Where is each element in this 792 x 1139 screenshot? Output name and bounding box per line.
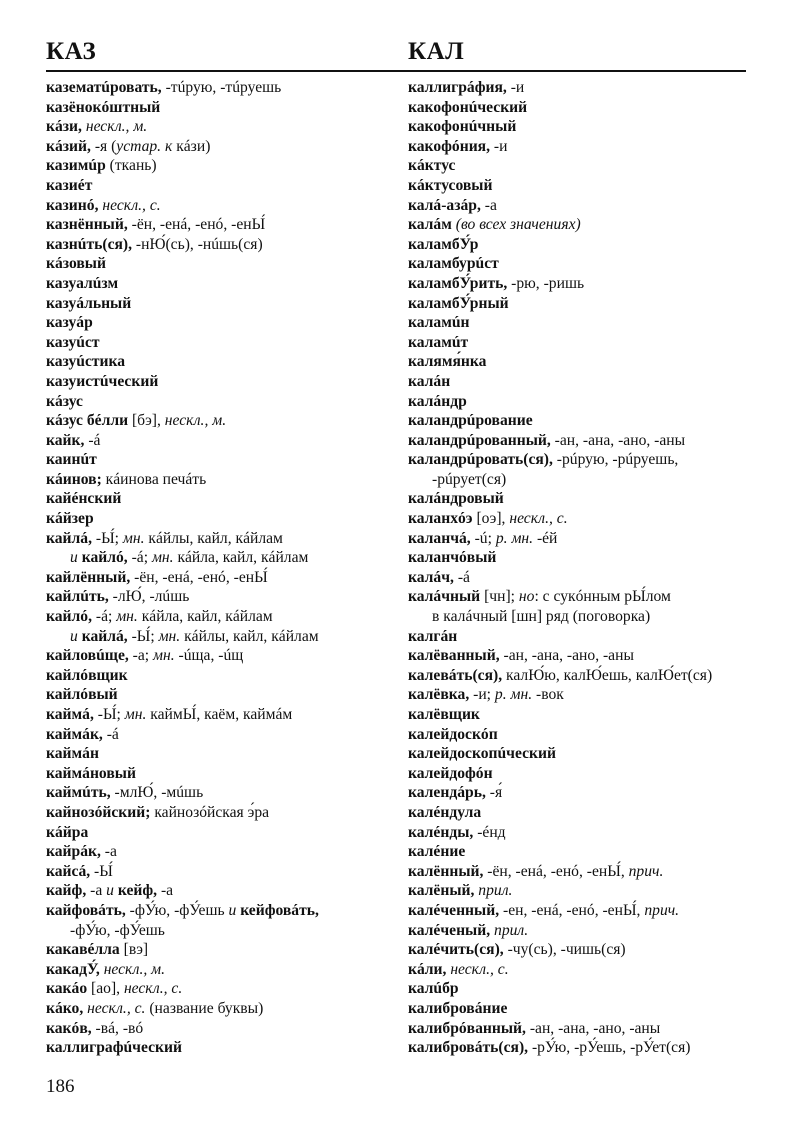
dictionary-entry [408,823,753,843]
headword: калибрóванный, [408,1019,530,1037]
entry-text: (ткань) [109,157,157,175]
entry-text: -и [493,137,508,155]
grammar-note: устар. к [116,137,177,155]
entry-text: кáйла, кайл, кáйлам [177,549,309,567]
dictionary-entry [408,254,753,274]
dictionary-entry [46,783,398,803]
headword: какофонúчный [408,118,517,136]
entry-text: -нЮ́(сь), -нúшь(ся) [135,235,263,253]
dictionary-entry [408,999,753,1019]
headword: кайк, [46,431,89,449]
dictionary-entry [46,646,398,666]
grammar-note: мн. [122,529,149,547]
dictionary-entry [46,842,398,862]
dictionary-entry [46,78,398,98]
entry-text: кáйлы, кайл, кáйлам [148,529,283,547]
dictionary-entry [46,1038,398,1058]
dictionary-entry [46,568,398,588]
dictionary-entry [408,137,753,157]
dictionary-entry [408,705,753,725]
dictionary-entry [46,313,398,333]
dictionary-entry [408,725,753,745]
page-header [46,38,746,70]
dictionary-entry [408,587,753,607]
grammar-note: прил. [494,921,529,939]
headword: какáо [46,980,92,998]
entry-text: -ен, -енá, -енó, -енЫ́, [503,901,645,919]
headword: казимúр [46,157,110,175]
headword: какавéлла [46,941,124,959]
dictionary-entry [46,274,398,294]
grammar-note: нескл., с. [123,980,183,998]
dictionary-entry [408,392,753,412]
dictionary-entry [46,685,398,705]
entry-text: -Ы́; [95,529,123,547]
entry-text: -а [160,882,174,900]
entry-text: -млЮ́, -мúшь [114,784,204,802]
headword: калгáн [408,627,458,645]
grammar-note: и [228,901,241,919]
headword: каландрúрованный, [408,431,555,449]
entry-text: -чу(сь), -чишь(ся) [507,941,626,959]
dictionary-entry [408,176,753,196]
dictionary-entry [408,666,753,686]
headword: казематúровать, [46,79,166,96]
headword: каймá, [46,706,98,723]
running-head-left: КАЗ [46,38,97,65]
entry-text: [бэ], [131,412,165,430]
dictionary-entry [408,607,753,627]
headword: казнúть(ся), [46,235,136,253]
entry-text: калЮ́ю, калЮ́ешь, калЮ́ет(ся) [506,666,713,684]
headword: калáндр [408,392,467,410]
left-column [46,78,398,1058]
dictionary-entry [46,862,398,882]
dictionary-entry [408,842,753,862]
dictionary-entry [408,470,753,490]
entry-text: -лЮ́, -лúшь [112,588,190,606]
headword: каламбУ́рить, [408,274,512,292]
entry-text: -рУ́ю, -рУ́ешь, -рУ́ет(ся) [531,1039,691,1057]
grammar-note: нескл., с. [509,510,568,528]
dictionary-entry [46,392,398,412]
dictionary-entry [46,529,398,549]
headword: казуáр [46,314,93,332]
grammar-note: мн. [158,627,185,645]
dictionary-entry [46,215,398,235]
dictionary-entry [408,881,753,901]
entry-text: -а [104,843,117,861]
entry-text: : с сукóнным рЫ́лом [534,588,671,606]
dictionary-entry [46,509,398,529]
dictionary-entry [46,352,398,372]
grammar-note: и [106,882,118,900]
headword: каламбурúст [408,255,499,273]
entry-text: -ён, -енá, -енó, -енЫ́ [131,216,266,234]
dictionary-entry [46,294,398,314]
headword: калáн [408,372,451,390]
entry-text: -рúрую, -рúруешь, [556,451,679,469]
headword: калéчить(ся), [408,941,508,959]
headword: кáзус бéлли [46,412,132,430]
entry-text: [ао], [91,980,124,998]
headword: каланхóэ [408,510,477,528]
entry-text: -а [484,196,497,214]
running-head-right: КАЛ [408,38,465,65]
entry-text: -á [457,568,470,586]
headword: калейдофóн [408,764,493,782]
entry-text: -ён, -енá, -енó, -енЫ́ [134,568,268,586]
entry-text: -и; [473,686,495,704]
headword: кайловúще, [46,647,133,665]
entry-text: -ú; [474,529,496,547]
entry-text: кайнозóйская э́ра [154,803,270,821]
headword: кáзи, [46,118,86,136]
grammar-note: мн. [153,647,179,665]
headword: калéнды, [408,823,478,841]
grammar-note: мн. [151,549,178,567]
grammar-note: нескл., с. [450,960,509,978]
dictionary-entry [408,98,753,118]
headword: казнённый, [46,216,132,234]
headword: калейдоскóп [408,725,498,743]
dictionary-entry [408,646,753,666]
dictionary-entry [408,274,753,294]
headword: кáзий, [46,137,95,155]
grammar-note: мн. [116,608,142,626]
dictionary-entry [408,294,753,314]
dictionary-entry [46,254,398,274]
grammar-note: мн. [124,706,151,723]
headword: калибровáть(ся), [408,1039,532,1057]
headword: кайéнский [46,490,122,508]
entry-text: -рю, -ришь [511,274,585,292]
headword: калённый, [408,862,488,880]
entry-text: -а [90,882,107,900]
headword: кáинов; [46,470,106,488]
headword: каймáн [46,745,99,763]
headword: кайлó, [46,608,96,626]
headword: кáктусовый [408,176,493,194]
dictionary-entry [408,529,753,549]
headword: кейфовáть, [240,901,319,919]
dictionary-entry [408,1038,753,1058]
dictionary-entry [46,470,398,490]
dictionary-entry [46,117,398,137]
headword: казуáльный [46,294,132,312]
header-rule [46,70,746,72]
dictionary-entry [46,627,398,647]
grammar-note: нескл., м. [103,960,166,978]
entry-text: (название буквы) [149,999,264,1017]
grammar-note: р. мн. [494,686,536,704]
headword: казуалúзм [46,274,119,292]
headword: калёвка, [408,686,474,704]
dictionary-entry [408,156,753,176]
dictionary-entry [408,489,753,509]
dictionary-entry [46,901,398,921]
entry-text: -я́ [489,784,503,802]
dictionary-entry [46,823,398,843]
dictionary-entry [408,783,753,803]
dictionary-entry [408,78,753,98]
headword: казинó, [46,196,103,214]
dictionary-entry [46,764,398,784]
dictionary-entry [408,196,753,216]
dictionary-entry [46,921,398,941]
dictionary-entry [46,705,398,725]
headword: кайлóвый [46,686,118,704]
dictionary-entry [408,901,753,921]
dictionary-entry [408,627,753,647]
headword: калáм [408,216,456,234]
right-column [408,78,753,1058]
headword: каланчá, [408,529,475,547]
entry-text: -ан, -ана, -ано, -аны [503,647,634,665]
entry-text: -á [88,431,101,449]
headword: кайфовáть, [46,901,130,919]
headword: каламúн [408,314,470,332]
headword: кáко, [46,999,88,1017]
dictionary-entry [46,156,398,176]
headword: кайсá, [46,862,95,880]
entry-text: кáйлы, кайл, кáйлам [184,627,319,645]
grammar-note: и [70,627,82,645]
grammar-note: нескл., м. [85,118,148,136]
dictionary-entry [408,803,753,823]
dictionary-entry [408,411,753,431]
entry-text: в калáчный [шн] ряд (поговорка) [432,608,651,626]
grammar-note: (во всех значениях) [455,216,581,234]
dictionary-entry [408,372,753,392]
entry-text: -Ы́; [131,627,159,645]
grammar-note: прич. [628,862,664,880]
entry-text: -á [106,725,119,743]
headword: кайлóвщик [46,666,128,684]
headword: кáктус [408,157,456,175]
headword: какофóния, [408,137,494,155]
dictionary-entry [408,548,753,568]
headword: калéндула [408,803,482,821]
grammar-note: нескл., с. [87,999,150,1017]
dictionary-entry [46,333,398,353]
headword: калёвщик [408,706,480,723]
headword: каландрúрование [408,412,533,430]
dictionary-entry [46,960,398,980]
grammar-note: нескл., с. [102,196,161,214]
dictionary-entry [408,117,753,137]
headword: каламбУ́рный [408,294,509,312]
entry-text: [оэ], [476,510,510,528]
headword: каламбУ́р [408,235,479,253]
dictionary-entry [46,235,398,255]
dictionary-entry [46,1019,398,1039]
entry-text: -ён, -енá, -енó, -енЫ́, [487,862,629,880]
headword: какóв, [46,1019,96,1037]
headword: каймúть, [46,784,115,802]
dictionary-entry [408,685,753,705]
entry-text: -вá, -вó [95,1019,144,1037]
dictionary-entry [408,235,753,255]
entry-text: -фУ́ю, -фУ́ешь [129,901,229,919]
headword: кайф, [46,882,91,900]
headword: калейдоскопúческий [408,745,556,763]
dictionary-entry [408,921,753,941]
entry-text: -á; [131,549,152,567]
dictionary-entry [408,862,753,882]
grammar-note: прил. [478,882,513,900]
entry-text: -ан, -ана, -ано, -аны [554,431,686,449]
headword: казуúст [46,333,100,351]
dictionary-entry [408,352,753,372]
grammar-note: и [70,549,82,567]
headword: каландрúровать(ся), [408,451,557,469]
headword: калёный, [408,882,479,900]
headword: календáрь, [408,784,490,802]
headword: калёванный, [408,647,504,665]
dictionary-entry [408,333,753,353]
entry-text: -á; [95,608,117,626]
dictionary-entry [46,548,398,568]
entry-text: -рúрует(ся) [432,470,507,488]
entry-text: [вэ] [123,941,149,959]
headword: кейф, [117,882,161,900]
headword: кáзус [46,392,83,410]
headword: какофонúческий [408,98,528,116]
headword: кáзовый [46,255,106,273]
headword: кайлá, [46,529,96,547]
dictionary-entry [46,489,398,509]
headword: казуúстика [46,353,126,371]
dictionary-entry [408,744,753,764]
entry-text: -вок [536,686,564,704]
dictionary-entry [46,881,398,901]
headword: калéченный, [408,901,503,919]
entry-text: каймЫ́, каём, каймáм [150,706,293,723]
dictionary-entry [46,725,398,745]
entry-text: кáйла, кайл, кáйлам [141,608,273,626]
headword: кáйзер [46,510,94,528]
entry-text: -и [510,79,525,96]
dictionary-entry [408,960,753,980]
headword: каллигрáфия, [408,79,511,96]
headword: какадУ́, [46,960,104,978]
headword: кайлá, [81,627,132,645]
headword: кайнозóйский; [46,803,155,821]
dictionary-entry [46,372,398,392]
headword: калибровáние [408,999,508,1017]
entry-text: -éнд [477,823,506,841]
grammar-note: р. мн. [495,529,537,547]
headword: кáйра [46,823,89,841]
dictionary-entry [46,137,398,157]
dictionary-entry [46,999,398,1019]
grammar-note: но [518,588,535,606]
dictionary-entry [408,1019,753,1039]
dictionary-entry [408,940,753,960]
dictionary-entry [46,803,398,823]
headword: казёнокóштный [46,98,161,116]
headword: каинúт [46,451,97,469]
dictionary-entry [408,568,753,588]
headword: калевáть(ся), [408,666,507,684]
entry-text: -тúрую, -тúруешь [165,79,282,96]
dictionary-entry [46,196,398,216]
dictionary-entry [408,450,753,470]
dictionary-entry [46,666,398,686]
entry-text: -я ( [94,137,117,155]
dictionary-entry [46,607,398,627]
headword: калямя́нка [408,353,487,371]
headword: калá-азáр, [408,196,485,214]
entry-text: -фУ́ю, -фУ́ешь [70,921,165,939]
entry-text: -úща, -úщ [178,647,244,665]
headword: кайлённый, [46,568,135,586]
dictionary-entry [46,979,398,999]
headword: каймáк, [46,725,107,743]
grammar-note: нескл., м. [164,412,227,430]
entry-text: -а; [132,647,154,665]
headword: кайрáк, [46,843,105,861]
headword: каллиграфúческий [46,1039,182,1057]
dictionary-entry [46,98,398,118]
entry-text: [чн]; [484,588,519,606]
headword: казуистúческий [46,372,159,390]
grammar-note: прич. [644,901,680,919]
entry-text: кáзи) [176,137,211,155]
dictionary-entry [408,509,753,529]
dictionary-entry [46,450,398,470]
dictionary-entry [46,940,398,960]
dictionary-entry [408,215,753,235]
headword: кáли, [408,960,451,978]
dictionary-entry [46,176,398,196]
headword: калúбр [408,980,459,998]
dictionary-entry [46,587,398,607]
entry-text: -ан, -ана, -ано, -аны [529,1019,661,1037]
headword: каймáновый [46,764,136,782]
headword: каламúт [408,333,469,351]
headword: калáч, [408,568,458,586]
headword: казиéт [46,176,93,194]
entry-text: -éй [536,529,558,547]
dictionary-entry [46,411,398,431]
dictionary-entry [408,979,753,999]
entry-text: -Ы́ [94,862,113,880]
entry-text: -Ы́; [97,706,125,723]
dictionary-entry [408,764,753,784]
entry-text: кáинова печáть [105,470,207,488]
dictionary-entry [408,313,753,333]
headword: каланчóвый [408,549,497,567]
headword: кайлúть, [46,588,113,606]
headword: калáчный [408,588,485,606]
headword: калéченый, [408,921,495,939]
dictionary-entry [408,431,753,451]
page-number: 186 [46,1076,75,1097]
headword: калéние [408,843,466,861]
dictionary-entry [46,744,398,764]
headword: калáндровый [408,490,504,508]
dictionary-entry [46,431,398,451]
headword: кайлó, [81,549,132,567]
